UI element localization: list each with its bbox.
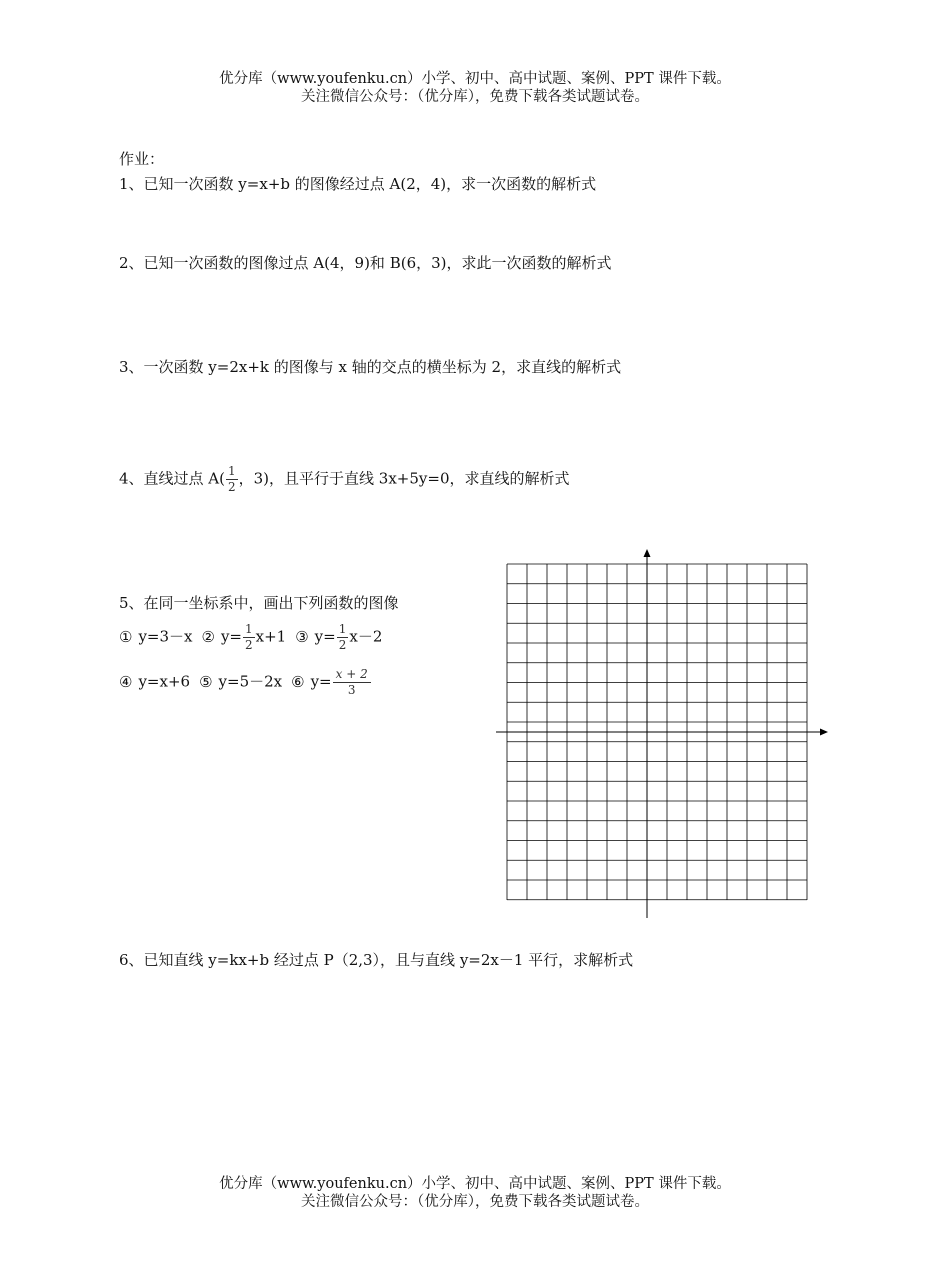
question-4	[119, 464, 570, 495]
question-4-prefix: 4、直线过点 A(	[119, 469, 225, 488]
function-3-pre: y=	[314, 627, 336, 646]
function-4-mark: ④	[119, 672, 133, 691]
footer-line-2: 关注微信公众号：（优分库），免费下载各类试题试卷。	[301, 1194, 649, 1210]
functions-row-2	[119, 667, 372, 698]
function-4: y=x+6	[138, 672, 191, 691]
fraction	[226, 464, 238, 495]
question-5: 5、在同一坐标系中，画出下列函数的图像	[119, 594, 399, 612]
function-5-mark: ⑤	[199, 672, 213, 691]
function-2-fraction	[243, 622, 255, 653]
header-line-2: 关注微信公众号：（优分库），免费下载各类试题试卷。	[301, 89, 649, 105]
y-axis-arrow-icon	[644, 549, 651, 557]
fraction-numerator: x + 2	[333, 667, 371, 683]
footer-line-1: 优分库（www.youfenku.cn）小学、初中、高中试题、案例、PPT 课件下载。	[219, 1176, 731, 1192]
function-2-mark: ②	[201, 627, 215, 646]
question-3: 3、一次函数 y=2x+k 的图像与 x 轴的交点的横坐标为 2，求直线的解析式	[119, 358, 622, 376]
question-2: 2、已知一次函数的图像过点 A(4，9)和 B(6，3)，求此一次函数的解析式	[119, 254, 612, 272]
function-3-mark: ③	[295, 627, 309, 646]
function-6-mark: ⑥	[291, 672, 305, 691]
function-3-fraction	[337, 622, 349, 653]
question-1: 1、已知一次函数 y=x+b 的图像经过点 A(2，4)，求一次函数的解析式	[119, 175, 597, 193]
function-2-post: x+1	[255, 627, 287, 646]
coordinate-grid	[496, 548, 834, 920]
fraction-numerator: 1	[228, 464, 236, 478]
fraction-denominator: 2	[245, 638, 253, 652]
header-line-1: 优分库（www.youfenku.cn）小学、初中、高中试题、案例、PPT 课件下载。	[219, 71, 731, 87]
function-6-pre: y=	[310, 672, 332, 691]
fraction-numerator: 1	[245, 622, 253, 636]
function-6-fraction	[333, 667, 371, 698]
function-1-mark: ①	[119, 627, 133, 646]
homework-title: 作业：	[119, 150, 165, 168]
question-6: 6、已知直线 y=kx+b 经过点 P（2,3），且与直线 y=2x－1 平行，求解析式	[119, 951, 634, 969]
fraction-denominator: 2	[338, 638, 347, 652]
function-3-post: x－2	[349, 627, 383, 646]
function-1: y=3－x	[138, 627, 193, 646]
functions-row-1	[119, 622, 382, 653]
function-2-pre: y=	[220, 627, 242, 646]
fraction-denominator: 2	[228, 480, 236, 494]
fraction-denominator: 3	[347, 683, 356, 697]
function-5: y=5－2x	[218, 672, 283, 691]
fraction-numerator: 1	[338, 622, 347, 636]
question-4-suffix: ，3)，且平行于直线 3x+5y=0，求直线的解析式	[238, 469, 570, 488]
x-axis-arrow-icon	[820, 729, 828, 736]
